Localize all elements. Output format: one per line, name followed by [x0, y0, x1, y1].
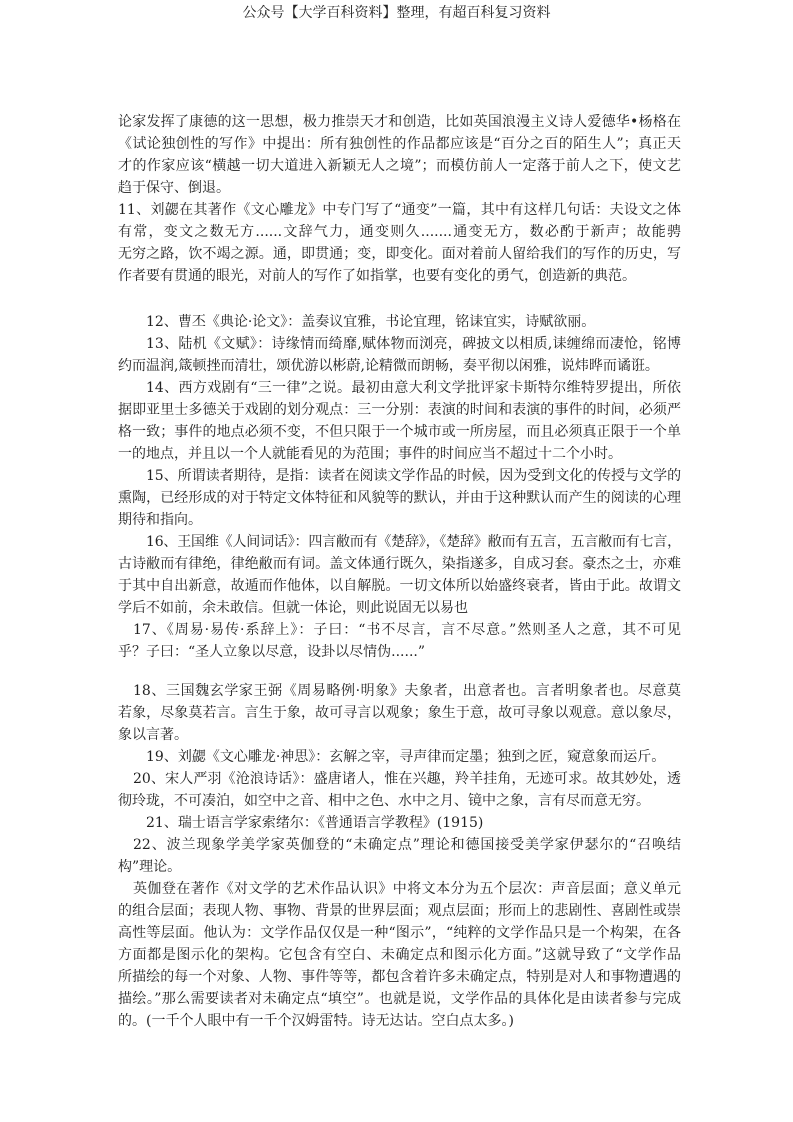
text-line: 的。(一千个人眼中有一千个汉姆雷特。诗无达诂。空白点太多。) [118, 1013, 514, 1029]
text-line: 21、瑞士语言学家索绪尔：《普通语言学教程》(1915) [146, 815, 484, 831]
text-line: 于其中自出新意，故遁而作他体，以自解脱。一切文体所以始盛终衰者，皆由于此。故谓文 [118, 578, 681, 594]
text-line: 趋于保守、倒退。 [118, 180, 230, 196]
text-line: 若象，尽象莫若言。言生于象，故可寻言以观象；象生于意，故可寻象以观意。意以象尽， [118, 705, 681, 721]
text-line: 熏陶，已经形成的对于特定文体特征和风貌等的默认，并由于这种默认而产生的阅读的心理 [118, 490, 681, 506]
text-line: 象以言著。 [118, 727, 188, 743]
text-line: 无穷之路，饮不竭之源。通，即贯通；变，即变化。面对着前人留给我们的写作的历史，写 [118, 246, 681, 262]
text-line: 学后不如前，余未敢信。但就一体论，则此说固无以易也 [118, 600, 468, 616]
text-line: 有常，变文之数无方......文辞气力，通变则久.......通变无方，数必酌于新声；故能骋 [118, 224, 681, 240]
text-line: 15、所谓读者期待，是指：读者在阅读文学作品的时候，因为受到文化的传授与文学的 [146, 468, 681, 484]
text-line: 彻玲珑，不可凑泊，如空中之音、相中之色、水中之月、镜中之象，言有尽而意无穷。 [118, 793, 650, 809]
text-line: 的组合层面；表现人物、事物、背景的世界层面；观点层面；形而上的悲剧性、喜剧性或崇 [118, 903, 681, 919]
text-line: 方面都是图示化的架构。它包含有空白、未确定点和图示化方面。”这就导致了“文学作品 [118, 947, 681, 963]
text-line: 作者要有贯通的眼光，对前人的写作了如指掌，也要有变化的勇气，创造新的典范。 [118, 268, 636, 284]
text-line: 19、刘勰《文心雕龙·神思》：玄解之宰，寻声律而定墨；独到之匠，窥意象而运斤。 [146, 749, 666, 765]
text-line: 高性等层面。他认为：文学作品仅仅是一种“图示”，“纯粹的文学作品只是一个构架，在各 [118, 925, 681, 941]
text-line: 13、陆机《文赋》：诗缘情而绮靡,赋体物而浏亮，碑披文以相质,诔缠绵而凄怆，铭博 [146, 336, 681, 352]
text-line: 英伽登在著作《对文学的艺术作品认识》中将文本分为五个层次：声音层面；意义单元 [133, 881, 681, 897]
text-line: 期待和指向。 [118, 512, 202, 528]
text-line: 《试论独创性的写作》中提出：所有独创性的作品都应该是“百分之百的陌生人”；真正天 [118, 136, 681, 152]
text-line: 格一致；事件的地点必须不变，不但只限于一个城市或一所房屋，而且必须真正限于一个单 [118, 424, 681, 440]
text-line: 11、刘勰在其著作《文心雕龙》中专门写了“通变”一篇，其中有这样几句话：夫设文之体 [118, 202, 681, 218]
text-line: 约而温润,箴顿挫而清壮，颂优游以彬蔚,论精微而朗畅，奏平彻以闲雅，说炜晔而谲诳。 [118, 358, 659, 374]
text-line: 16、王国维《人间词话》：四言敝而有《楚辞》，《楚辞》敝而有五言，五言敝而有七言， [146, 534, 681, 550]
text-line: 乎？子曰：“圣人立象以尽意，设卦以尽情伪......” [118, 644, 426, 660]
text-line: 据即亚里士多德关于戏剧的划分观点：三一分别：表演的时间和表演的事件的时间，必须严 [118, 402, 681, 418]
text-line: 17、《周易·易传·系辞上》：子曰：“书不尽言，言不尽意。”然则圣人之意，其不可见 [133, 622, 681, 638]
text-line: 22、波兰现象学美学家英伽登的“未确定点”理论和德国接受美学家伊瑟尔的“召唤结 [133, 837, 681, 853]
text-line: 古诗敝而有律绝，律绝敝而有词。盖文体通行既久，染指遂多，自成习套。豪杰之士，亦难 [118, 556, 681, 572]
text-line: 构”理论。 [118, 859, 182, 875]
text-line: 20、宋人严羽《沧浪诗话》：盛唐诸人，惟在兴趣，羚羊挂角，无迹可求。故其妙处，透 [133, 771, 681, 787]
text-line: 所描绘的每一个对象、人物、事件等等，都包含着许多未确定点，特别是对人和事物遭遇的 [118, 969, 681, 985]
page-header: 公众号【大学百科资料】整理，有超百科复习资料 [242, 5, 551, 21]
text-line: 14、西方戏剧有“三一律”之说。最初由意大利文学批评家卡斯特尔维特罗提出，所依 [146, 380, 681, 396]
text-line: 才的作家应该“横越一切大道进入新颖无人之境”；而模仿前人一定落于前人之下，使文艺 [118, 158, 681, 174]
text-line: 12、曹丕《典论·论文》：盖奏议宜雅，书论宜理，铭诔宜实，诗赋欲丽。 [146, 314, 596, 330]
text-line: 描绘。”那么需要读者对未确定点“填空”。也就是说，文学作品的具体化是由读者参与完成 [118, 991, 681, 1007]
text-line: 论家发挥了康德的这一思想，极力推崇天才和创造，比如英国浪漫主义诗人爱德华•杨格在 [118, 114, 681, 130]
text-line: 18、三国魏玄学家王弼《周易略例·明象》夫象者，出意者也。言者明象者也。尽意莫 [133, 683, 681, 699]
text-line: 一的地点，并且以一个人就能看见的为范围；事件的时间应当不超过十二个小时。 [118, 446, 622, 462]
